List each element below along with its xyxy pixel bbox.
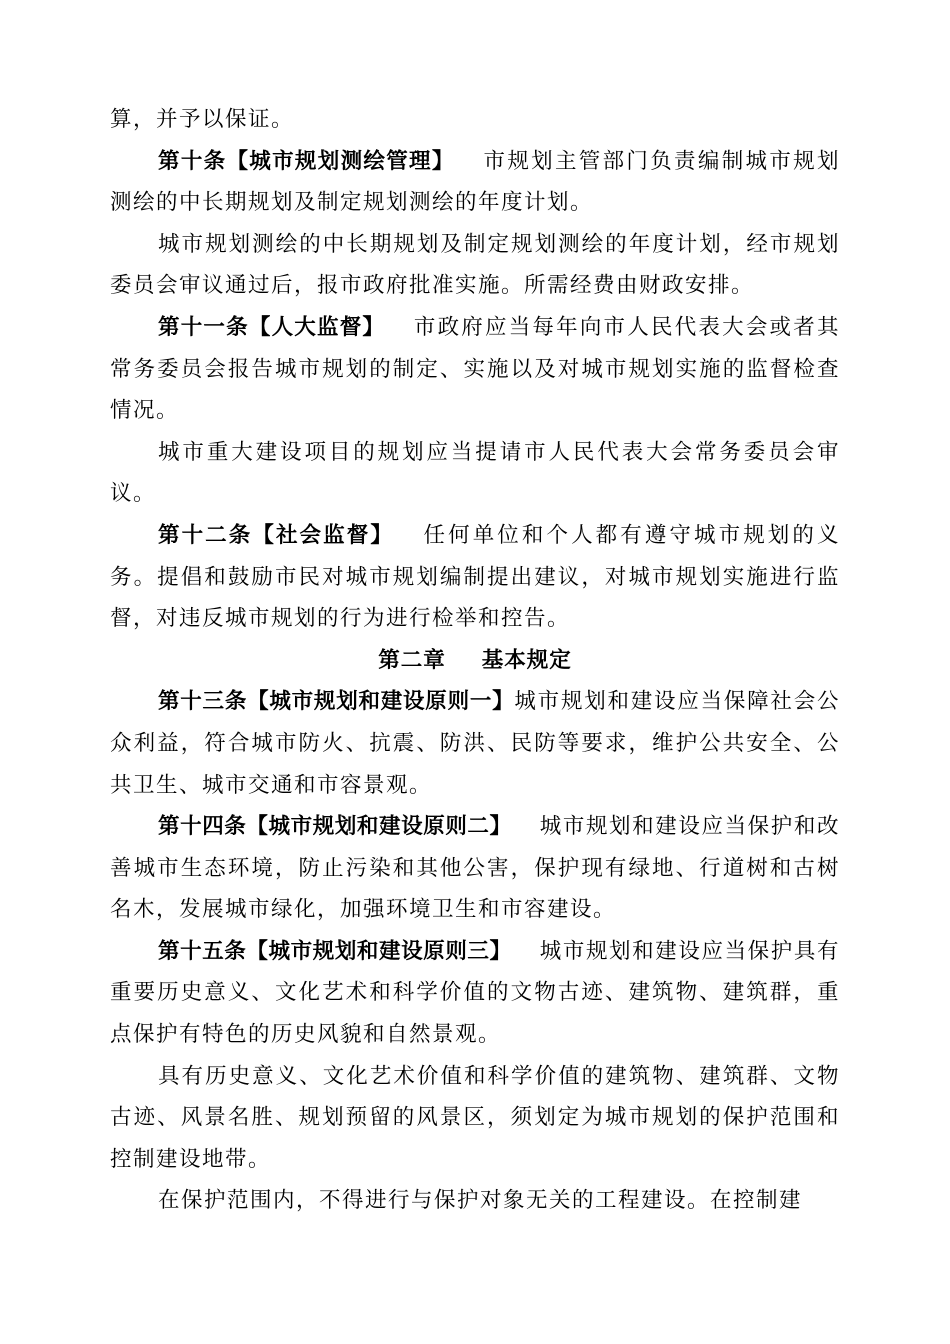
chapter-heading (110, 640, 840, 682)
article-text: 市规划主管部门负责编制城市规划测绘的中长期规划及制定规划测绘的年度计划。 (110, 148, 840, 216)
article-11-paragraph-2 (110, 432, 840, 515)
article-title: 第十一条【人大监督】 (158, 314, 386, 340)
paragraph-text: 在保护范围内，不得进行与保护对象无关的工程建设。在控制建 (158, 1188, 803, 1214)
article-text: 城市规划和建设应当保护和改善城市生态环境，防止污染和其他公害，保护现有绿地、行道树和古树名木，发展城市绿化，加强环境卫生和市容建设。 (110, 814, 840, 923)
article-11 (110, 307, 840, 432)
article-title: 第十条【城市规划测绘管理】 (158, 148, 455, 174)
article-text: 任何单位和个人都有遵守城市规划的义务。提倡和鼓励市民对城市规划编制提出建议，对城市规划实施进行监督，对违反城市规划的行为进行检举和控告。 (110, 522, 840, 632)
paragraph-text: 具有历史意义、文化艺术价值和科学价值的建筑物、建筑群、文物古迹、风景名胜、规划预留的风景区，须划定为城市规划的保护范围和控制建设地带。 (110, 1063, 840, 1172)
article-10 (110, 141, 840, 224)
article-title: 第十三条【城市规划和建设原则一】 (158, 689, 515, 715)
article-13 (110, 681, 840, 806)
article-title: 第十四条【城市规划和建设原则二】 (158, 814, 512, 840)
article-15-paragraph-2 (110, 1056, 840, 1181)
article-title: 第十二条【社会监督】 (158, 522, 394, 548)
article-12 (110, 515, 840, 640)
paragraph-text: 城市重大建设项目的规划应当提请市人民代表大会常务委员会审议。 (110, 439, 840, 507)
paragraph-text: 算，并予以保证。 (110, 107, 295, 132)
article-text: 城市规划和建设应当保障社会公众利益，符合城市防火、抗震、防洪、民防等要求，维护公共安全、公共卫生、城市交通和市容景观。 (110, 689, 840, 798)
chapter-title: 基本规定 (481, 647, 572, 673)
article-15 (110, 931, 840, 1056)
article-text: 市政府应当每年向市人民代表大会或者其常务委员会报告城市规划的制定、实施以及对城市规划实施的监督检查情况。 (110, 314, 840, 424)
paragraph-continuation (110, 99, 840, 141)
chapter-number: 第二章 (378, 647, 446, 673)
paragraph-text: 城市规划测绘的中长期规划及制定规划测绘的年度计划，经市规划委员会审议通过后，报市政府批准实施。所需经费由财政安排。 (110, 231, 840, 299)
article-10-paragraph-2 (110, 224, 840, 307)
article-title: 第十五条【城市规划和建设原则三】 (158, 938, 512, 964)
document-page (110, 99, 840, 1222)
article-14 (110, 806, 840, 931)
article-text: 城市规划和建设应当保护具有重要历史意义、文化艺术和科学价值的文物古迹、建筑物、建筑群，重点保护有特色的历史风貌和自然景观。 (110, 938, 840, 1048)
article-15-paragraph-3 (110, 1180, 840, 1222)
